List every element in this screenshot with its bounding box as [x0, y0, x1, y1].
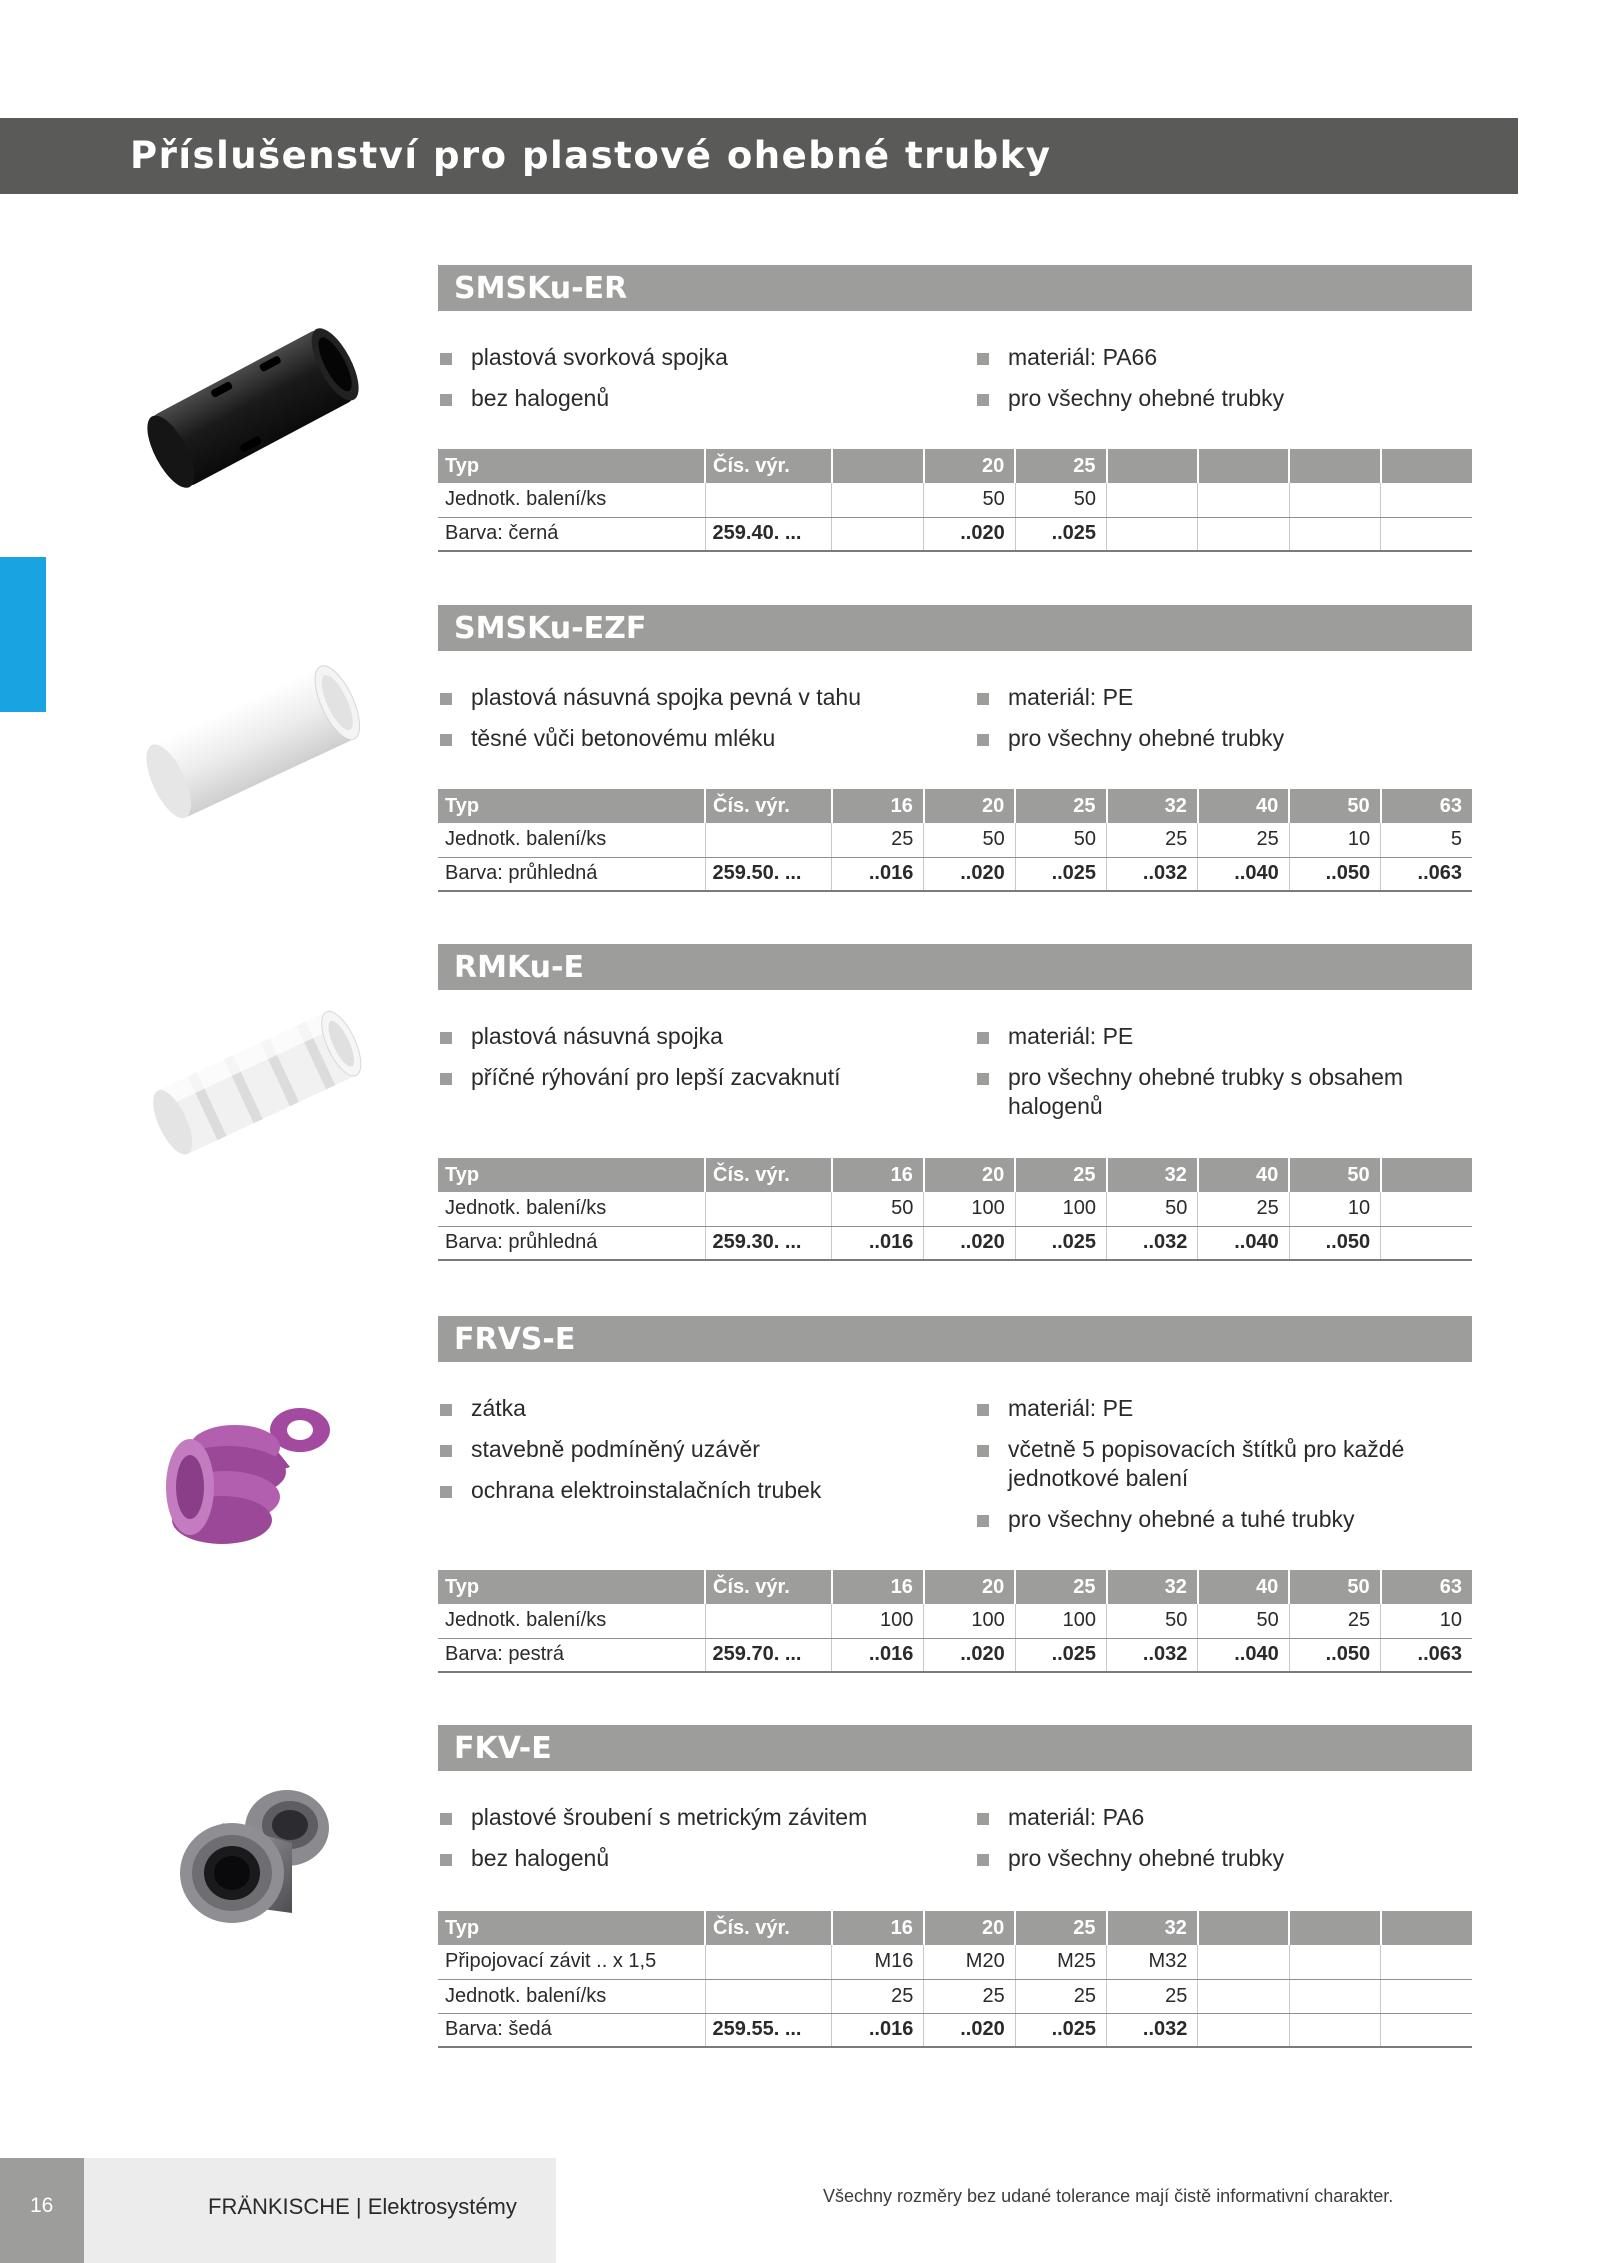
feature-item: příčné rýhování pro lepší zacvaknutí — [439, 1063, 959, 1092]
feature-item: těsné vůči betonovému mléku — [439, 724, 959, 753]
table-header-row: Typ Čís. výr. 16 20 25 32 40 50 — [438, 1158, 1472, 1192]
feature-item: pro všechny ohebné trubky — [976, 384, 1476, 413]
purple-plug-image — [150, 1392, 360, 1562]
feature-list-right — [976, 343, 1476, 425]
table-row: Jednotk. balení/ks 50 50 — [438, 483, 1472, 517]
feature-item: zátka — [439, 1394, 959, 1423]
spec-table — [438, 1570, 1472, 1673]
page-banner — [0, 118, 1518, 194]
chapter-marker — [0, 557, 46, 712]
feature-item: plastová násuvná spojka — [439, 1022, 959, 1051]
feature-list-left — [439, 1022, 959, 1104]
section-title: SMSKu-ER — [438, 265, 1472, 311]
spec-table — [438, 449, 1472, 552]
feature-list-left — [439, 1394, 959, 1517]
white-coupling-image — [138, 647, 368, 837]
feature-item: pro všechny ohebné a tuhé trubky — [976, 1505, 1476, 1534]
feature-item: včetně 5 popisovacích štítků pro každé jednotkové balení — [976, 1435, 1476, 1493]
section-title: FRVS-E — [438, 1316, 1472, 1362]
page-title: Příslušenství pro plastové ohebné trubky — [130, 134, 1052, 177]
table-row: Barva: průhledná 259.30. ... ..016 ..020 ..025 ..032 ..040 ..050 — [438, 1226, 1472, 1260]
feature-list-right — [976, 1803, 1476, 1885]
feature-item: plastová násuvná spojka pevná v tahu — [439, 683, 959, 712]
feature-item: pro všechny ohebné trubky — [976, 1844, 1476, 1873]
table-header-row: Typ Čís. výr. 16 20 25 32 40 50 63 — [438, 789, 1472, 823]
feature-item: plastové šroubení s metrickým závitem — [439, 1803, 959, 1832]
table-header-row: Typ Čís. výr. 16 20 25 32 — [438, 1911, 1472, 1945]
feature-list-right — [976, 1394, 1476, 1546]
section-title: FKV-E — [438, 1725, 1472, 1771]
feature-list-right — [976, 683, 1476, 765]
spec-table — [438, 789, 1472, 892]
feature-list-left — [439, 683, 959, 765]
footer-disclaimer: Všechny rozměry bez udané tolerance mají čistě informativní charakter. — [823, 2186, 1394, 2206]
table-row: Připojovací závit .. x 1,5 M16 M20 M25 M32 — [438, 1945, 1472, 1979]
table-header-row: Typ Čís. výr. 20 25 — [438, 449, 1472, 483]
feature-item: materiál: PA6 — [976, 1803, 1476, 1832]
gray-gland-image — [162, 1773, 352, 1943]
feature-item: plastová svorková spojka — [439, 343, 959, 372]
footer-brand-box — [84, 2158, 556, 2263]
feature-item: bez halogenů — [439, 384, 959, 413]
table-row: Barva: černá 259.40. ... ..020 ..025 — [438, 517, 1472, 551]
feature-list-left — [439, 1803, 959, 1885]
feature-item: materiál: PA66 — [976, 343, 1476, 372]
table-row: Barva: průhledná 259.50. ... ..016 ..020 ..025 ..032 ..040 ..050 ..063 — [438, 857, 1472, 891]
feature-item: ochrana elektroinstalačních trubek — [439, 1476, 959, 1505]
ribbed-coupling-image — [142, 998, 372, 1168]
feature-item: pro všechny ohebné trubky — [976, 724, 1476, 753]
feature-list-left — [439, 343, 959, 425]
feature-list-right — [976, 1022, 1476, 1133]
feature-item: stavebně podmíněný uzávěr — [439, 1435, 959, 1464]
table-row: Jednotk. balení/ks 25 25 25 25 — [438, 1979, 1472, 2013]
footer-brand: FRÄNKISCHE | Elektrosystémy — [208, 2194, 517, 2219]
feature-item: bez halogenů — [439, 1844, 959, 1873]
table-header-row: Typ Čís. výr. 16 20 25 32 40 50 63 — [438, 1570, 1472, 1604]
feature-item: pro všechny ohebné trubky s obsahem halogenů — [976, 1063, 1476, 1121]
footer-page-number-box — [0, 2158, 84, 2263]
feature-item: materiál: PE — [976, 1394, 1476, 1423]
table-row: Jednotk. balení/ks 50 100 100 50 25 10 — [438, 1192, 1472, 1226]
section-title: SMSKu-EZF — [438, 605, 1472, 651]
spec-table — [438, 1911, 1472, 2048]
feature-item: materiál: PE — [976, 683, 1476, 712]
table-row: Barva: pestrá 259.70. ... ..016 ..020 ..025 ..032 ..040 ..050 ..063 — [438, 1638, 1472, 1672]
spec-table — [438, 1158, 1472, 1261]
section-title: RMKu-E — [438, 944, 1472, 990]
page-number: 16 — [30, 2194, 54, 2217]
table-row: Barva: šedá 259.55. ... ..016 ..020 ..025 ..032 — [438, 2013, 1472, 2047]
feature-item: materiál: PE — [976, 1022, 1476, 1051]
table-row: Jednotk. balení/ks 100 100 100 50 50 25 10 — [438, 1604, 1472, 1638]
black-coupling-image — [138, 313, 368, 503]
table-row: Jednotk. balení/ks 25 50 50 25 25 10 5 — [438, 823, 1472, 857]
